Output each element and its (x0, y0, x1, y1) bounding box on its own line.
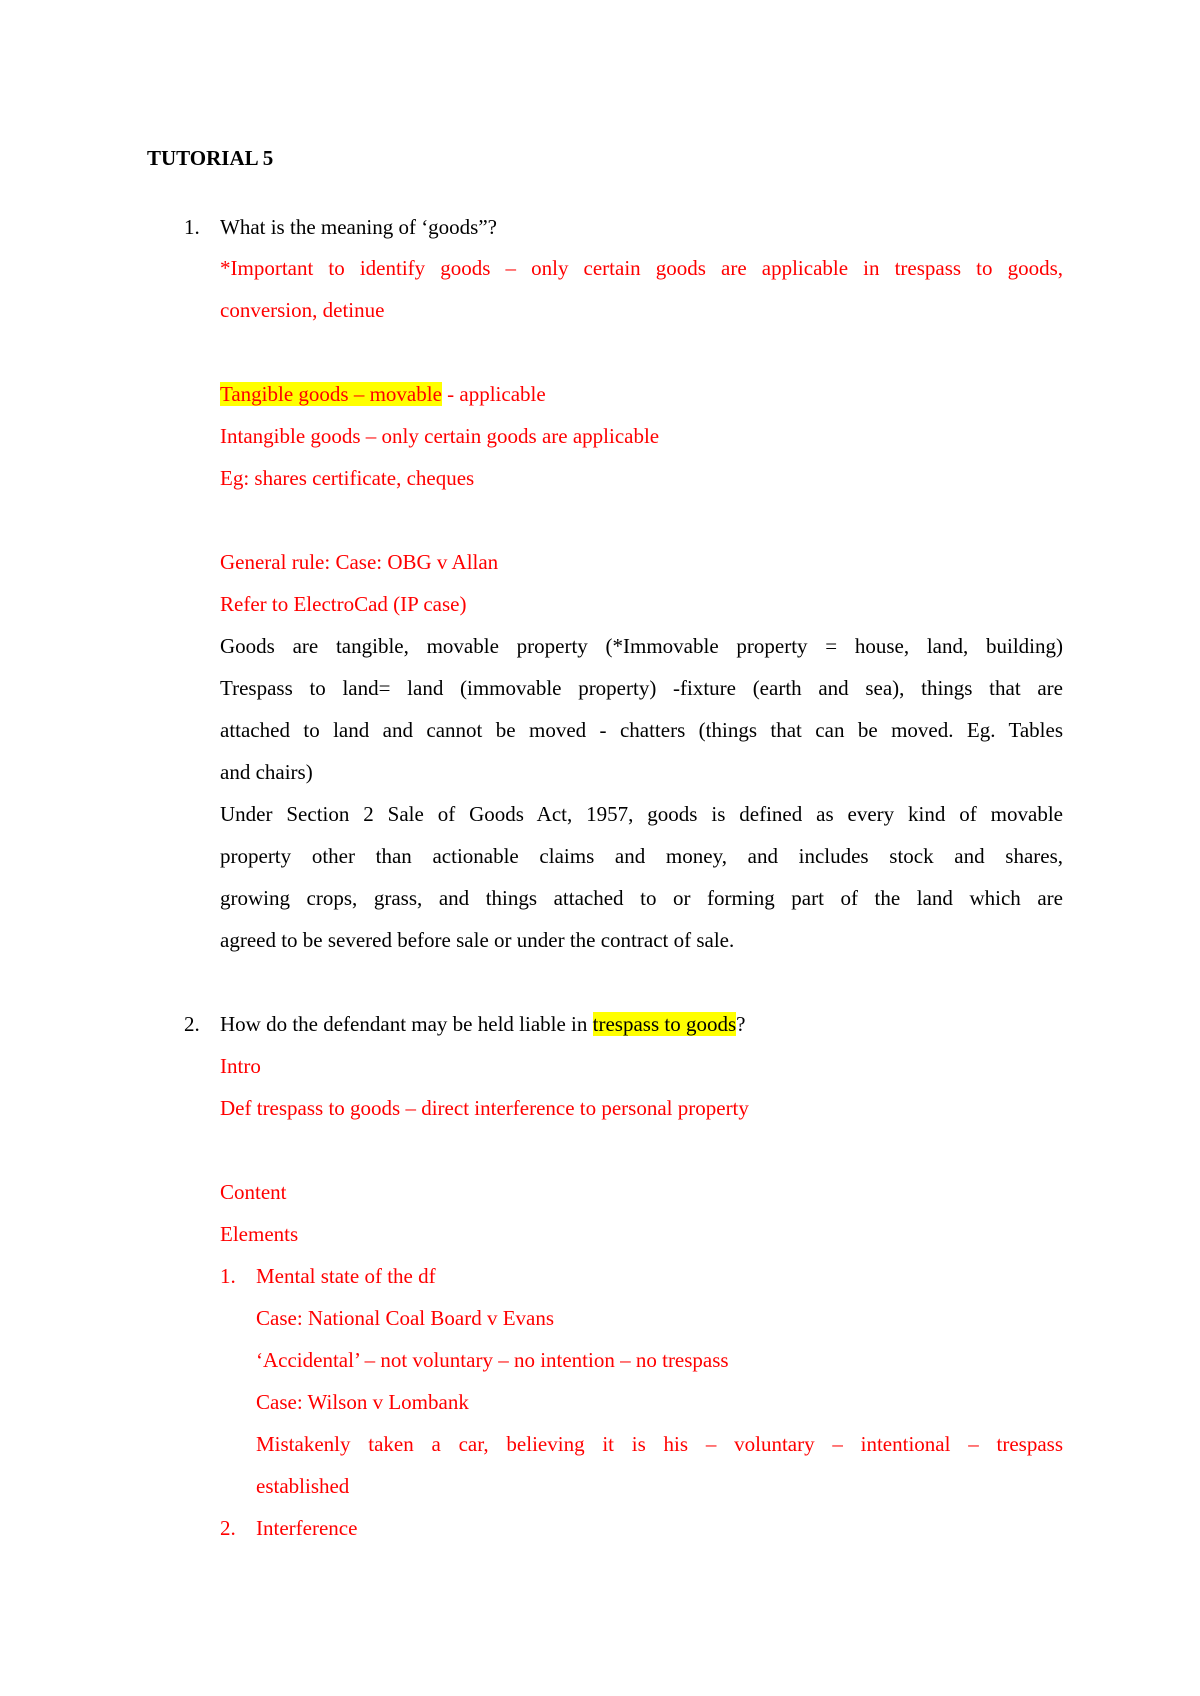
q2-question-post: ? (736, 1012, 746, 1036)
q1-intangible: Intangible goods – only certain goods are applicable (220, 424, 660, 448)
q1-note-line2: conversion, detinue (220, 298, 385, 322)
q1-note-line1: *Important to identify goods – only certain goods are applicable in trespass to goods, (220, 256, 1063, 280)
q2-question-pre: How do the defendant may be held liable in (220, 1012, 593, 1036)
q1-tangible-rest: - applicable (441, 382, 546, 406)
q2-element1-number: 1. (220, 1264, 236, 1288)
q1-sga-line4: agreed to be severed before sale or under the contract of sale. (220, 928, 735, 952)
q1-question: What is the meaning of ‘goods”? (220, 215, 497, 239)
q1-land-line2: attached to land and cannot be moved - chatters (things that can be moved. Eg. Tables (220, 718, 1063, 742)
q1-goods-definition: Goods are tangible, movable property (*Immovable property = house, land, building) (220, 634, 1063, 658)
q2-element1: Mental state of the df (256, 1264, 436, 1288)
q1-tangible-highlight: Tangible goods – movable (220, 382, 442, 406)
q1-land-line1: Trespass to land= land (immovable property) -fixture (earth and sea), things that are (220, 676, 1063, 700)
q1-sga-line3: growing crops, grass, and things attached to or forming part of the land which are (220, 886, 1063, 910)
q2-number: 2. (184, 1012, 200, 1036)
q2-element1-note2-line2: established (256, 1474, 350, 1498)
q1-refer: Refer to ElectroCad (IP case) (220, 592, 467, 616)
q1-sga-line1: Under Section 2 Sale of Goods Act, 1957, goods is defined as every kind of movable (220, 802, 1063, 826)
q1-land-line3: and chairs) (220, 760, 313, 784)
document-title: TUTORIAL 5 (147, 146, 274, 170)
q2-question-highlight: trespass to goods (592, 1012, 737, 1036)
q2-element1-case1: Case: National Coal Board v Evans (256, 1306, 555, 1330)
q1-sga-line2: property other than actionable claims and money, and includes stock and shares, (220, 844, 1063, 868)
q2-element1-note1: ‘Accidental’ – not voluntary – no intention – no trespass (256, 1348, 729, 1372)
q1-general-rule: General rule: Case: OBG v Allan (220, 550, 499, 574)
q2-definition: Def trespass to goods – direct interference to personal property (220, 1096, 749, 1120)
q2-element1-case2: Case: Wilson v Lombank (256, 1390, 469, 1414)
q1-number: 1. (184, 215, 200, 239)
q2-element1-note2-line1: Mistakenly taken a car, believing it is his – voluntary – intentional – trespass (256, 1432, 1063, 1456)
q2-element2: Interference (256, 1516, 358, 1540)
q1-example: Eg: shares certificate, cheques (220, 466, 475, 490)
q2-question (220, 1011, 745, 1037)
q1-tangible-line (220, 381, 546, 407)
q2-intro: Intro (220, 1054, 261, 1078)
q2-element2-number: 2. (220, 1516, 236, 1540)
q2-elements: Elements (220, 1222, 299, 1246)
q2-content: Content (220, 1180, 287, 1204)
